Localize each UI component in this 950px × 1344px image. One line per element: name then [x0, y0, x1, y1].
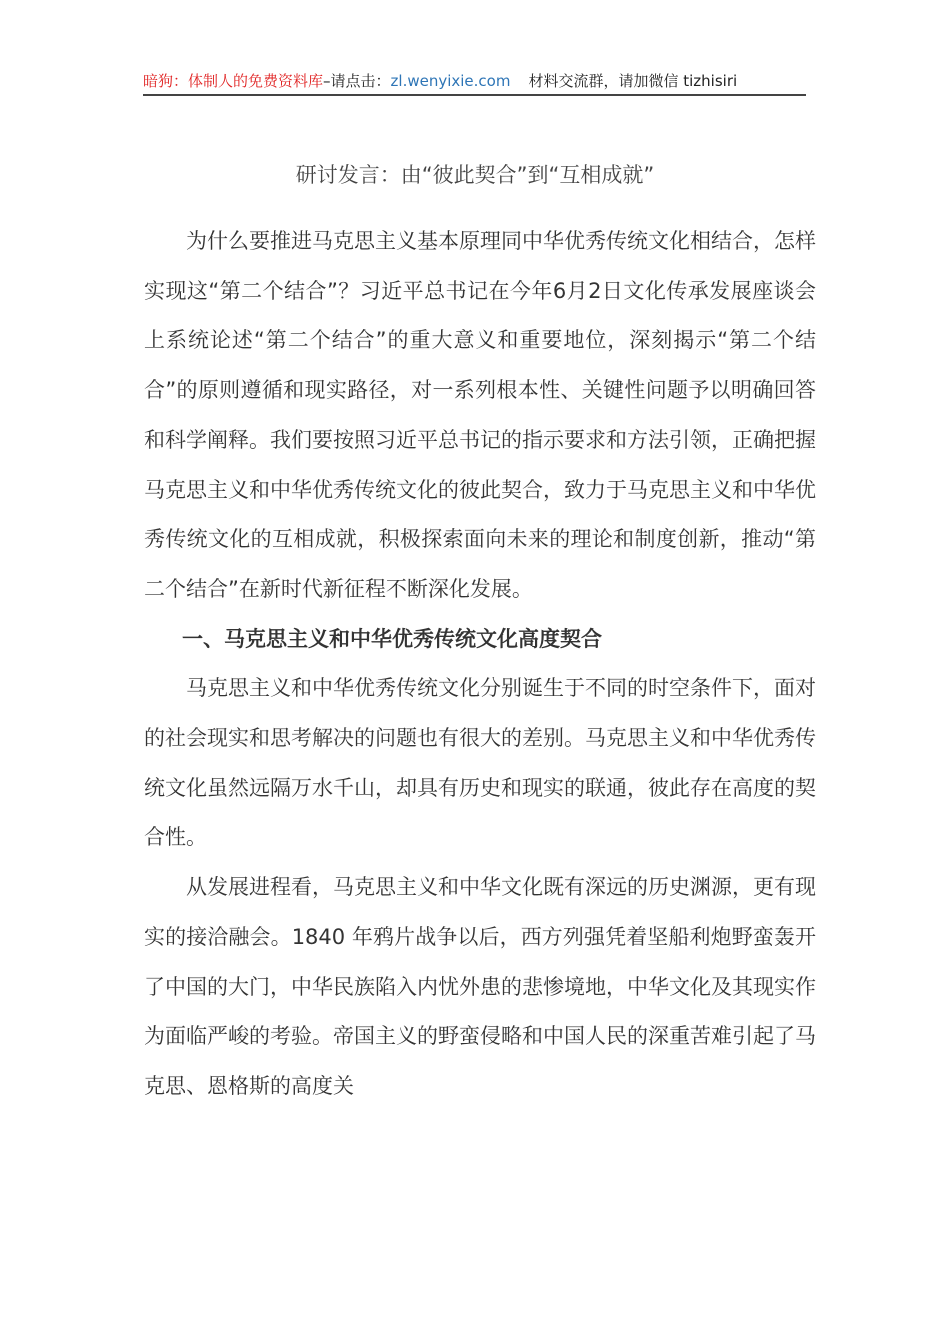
body-paragraph: 马克思主义和中华优秀传统文化分别诞生于不同的时空条件下，面对的社会现实和思考解决的问题也有很大的差别。马克思主义和中华优秀传统文化虽然远隔万水千山，却具有历史和现实的联通，彼此存在高度的契合性。: [144, 676, 816, 850]
header-link[interactable]: zl.wenyixie.com: [390, 72, 511, 90]
section-heading: 一、马克思主义和中华优秀传统文化高度契合: [182, 626, 602, 651]
document-title: 研讨发言：由“彼此契合”到“互相成就”: [295, 163, 655, 187]
header-contact: 材料交流群，请加微信 tizhisiri: [528, 72, 738, 90]
header-prompt: –请点击：: [323, 72, 391, 90]
document-body: [144, 217, 816, 1112]
intro-paragraph: 为什么要推进马克思主义基本原理同中华优秀传统文化相结合，怎样实现这“第二个结合”？习近平总书记在今年6月2日文化传承发展座谈会上系统论述“第二个结合”的重大意义和重要地位，深刻揭示“第二个结合”的原则遵循和现实路径，对一系列根本性、关键性问题予以明确回答和科学阐释。我们要按照习近平总书记的指示要求和方法引领，正确把握马克思主义和中华优秀传统文化的彼此契合，致力于马克思主义和中华优秀传统文化的互相成就，积极探索面向未来的理论和制度创新，推动“第二个结合”在新时代新征程不断深化发展。: [144, 229, 816, 601]
body-paragraph: 从发展进程看，马克思主义和中华文化既有深远的历史渊源，更有现实的接洽融会。1840 年鸦片战争以后，西方列强凭着坚船利炮野蛮轰开了中国的大门，中华民族陷入内忧外患的悲惨境地，中华文化及其现实作为面临严峻的考验。帝国主义的野蛮侵略和中国人民的深重苦难引起了马克思、恩格斯的高度关: [144, 875, 816, 1098]
page-header: [143, 68, 806, 96]
header-brand: 暗狗：体制人的免费资料库: [143, 72, 324, 90]
